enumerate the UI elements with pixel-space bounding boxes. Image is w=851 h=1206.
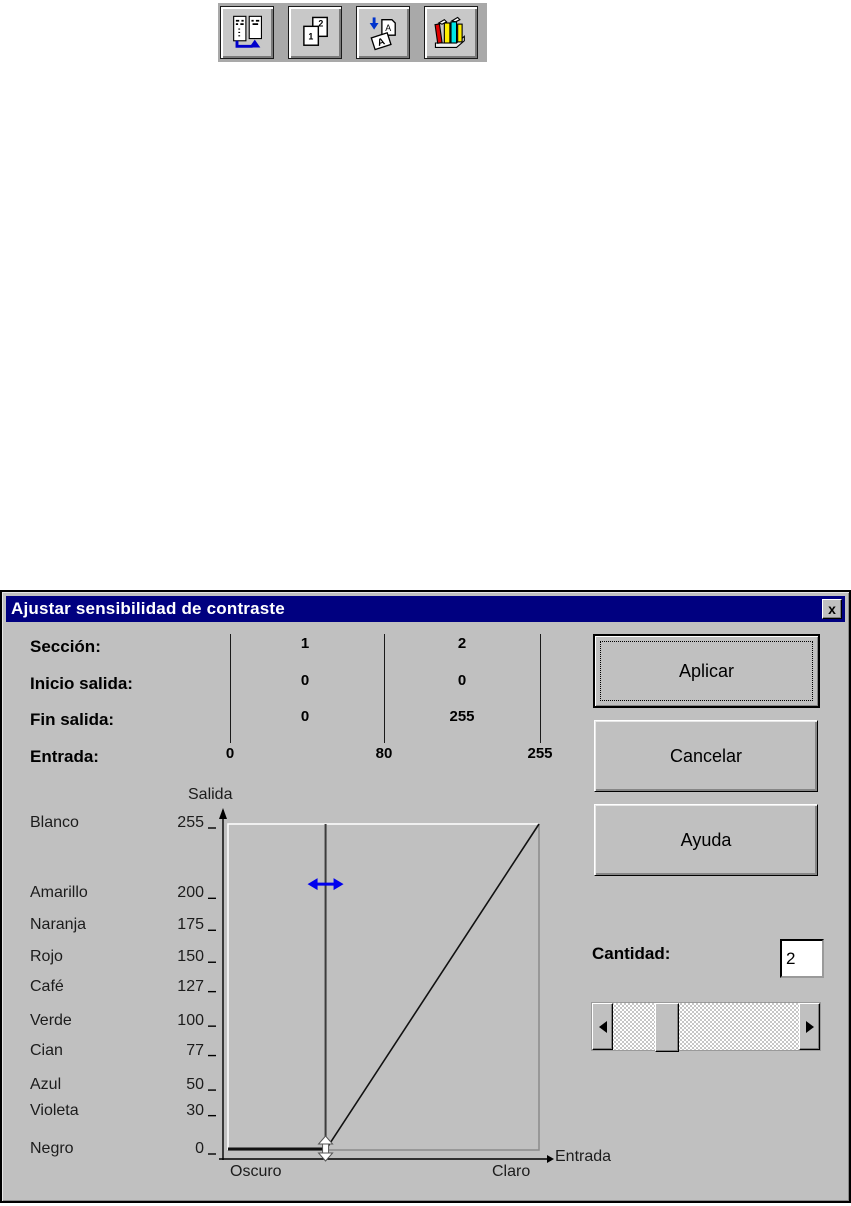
seccion-label: Sección: (30, 637, 101, 656)
y-axis-tick-value: 50 (186, 1076, 204, 1094)
svg-text:A: A (385, 22, 392, 33)
close-button[interactable]: x (822, 599, 842, 619)
seccion-2-value: 2 (457, 635, 467, 652)
y-axis-tick-value: 127 (177, 977, 204, 995)
panel-transfer-icon (226, 13, 268, 53)
scrollbar-left-button[interactable] (592, 1003, 613, 1050)
apply-button[interactable] (593, 634, 820, 708)
x-axis-right-label: Claro (492, 1163, 531, 1180)
inicio-salida-label: Inicio salida: (30, 674, 133, 693)
y-axis-color-label: Rojo (30, 948, 63, 966)
svg-text:A: A (376, 35, 387, 49)
help-button[interactable] (594, 804, 818, 876)
y-axis-color-label: Negro (30, 1140, 74, 1157)
cancel-button-label: Cancelar (669, 745, 743, 766)
y-axis-arrow-icon (219, 808, 227, 819)
entrada-value-80: 80 (375, 745, 393, 762)
y-axis-color-label: Verde (30, 1012, 72, 1030)
cantidad-label: Cantidad: (592, 944, 671, 963)
apply-button-label: Aplicar (678, 660, 735, 681)
toolbar (218, 3, 487, 62)
library-books-icon (430, 13, 472, 53)
y-axis-tick-value: 100 (177, 1012, 204, 1030)
help-button-label: Ayuda (680, 829, 732, 850)
copy-pages-button[interactable] (288, 6, 342, 59)
curve-section-2 (326, 824, 539, 1150)
x-axis-left-label: Oscuro (230, 1163, 282, 1180)
entrada-label: Entrada: (30, 747, 99, 766)
y-axis-tick-value: 150 (177, 948, 204, 966)
y-axis-tick-value: 30 (186, 1101, 204, 1119)
y-axis-color-label: Cian (30, 1041, 63, 1059)
y-axis-title: Salida (188, 786, 233, 803)
y-axis-tick-value: 200 (177, 884, 204, 902)
y-axis-color-label: Blanco (30, 814, 79, 831)
scrollbar-thumb[interactable] (655, 1003, 679, 1052)
x-axis-title: Entrada (555, 1148, 612, 1165)
scrollbar-right-button[interactable] (799, 1003, 820, 1050)
cancel-button[interactable] (594, 720, 818, 792)
fin-2-value: 255 (449, 708, 475, 725)
left-arrow-icon (599, 1021, 607, 1033)
svg-text:1: 1 (308, 31, 314, 42)
y-axis-tick-value: 77 (186, 1041, 204, 1059)
entrada-value-0: 0 (225, 745, 235, 762)
y-axis-color-label: Violeta (30, 1101, 79, 1119)
y-axis-color-label: Naranja (30, 916, 87, 934)
y-axis-tick-value: 255 (177, 814, 204, 831)
x-axis-arrow-icon (547, 1155, 554, 1163)
cantidad-scrollbar[interactable] (591, 1002, 821, 1051)
contrast-sensitivity-dialog (0, 590, 851, 1203)
y-axis-color-label: Café (30, 977, 64, 995)
plot-border-light (228, 824, 539, 1150)
fin-salida-label: Fin salida: (30, 710, 115, 729)
document-letter-icon (362, 13, 404, 53)
library-books-button[interactable] (424, 6, 478, 59)
inicio-1-value: 0 (300, 672, 310, 689)
svg-text:2: 2 (318, 17, 324, 28)
entrada-value-255: 255 (527, 745, 553, 762)
panel-transfer-button[interactable] (220, 6, 274, 59)
fin-1-value: 0 (300, 708, 310, 725)
copy-pages-icon (294, 13, 336, 53)
cantidad-input[interactable] (780, 939, 824, 978)
seccion-1-value: 1 (300, 635, 310, 652)
dialog-title: Ajustar sensibilidad de contraste (11, 599, 285, 618)
vertical-drag-handle[interactable] (319, 1136, 333, 1161)
y-axis-color-label: Amarillo (30, 884, 88, 902)
y-axis-color-label: Azul (30, 1076, 62, 1094)
document-letter-button[interactable] (356, 6, 410, 59)
y-axis-tick-value: 0 (195, 1140, 204, 1157)
inicio-2-value: 0 (457, 672, 467, 689)
right-arrow-icon (806, 1021, 814, 1033)
y-axis-tick-value: 175 (177, 916, 204, 934)
horizontal-drag-handle[interactable] (308, 878, 344, 890)
plot-border-dark (228, 824, 539, 1150)
